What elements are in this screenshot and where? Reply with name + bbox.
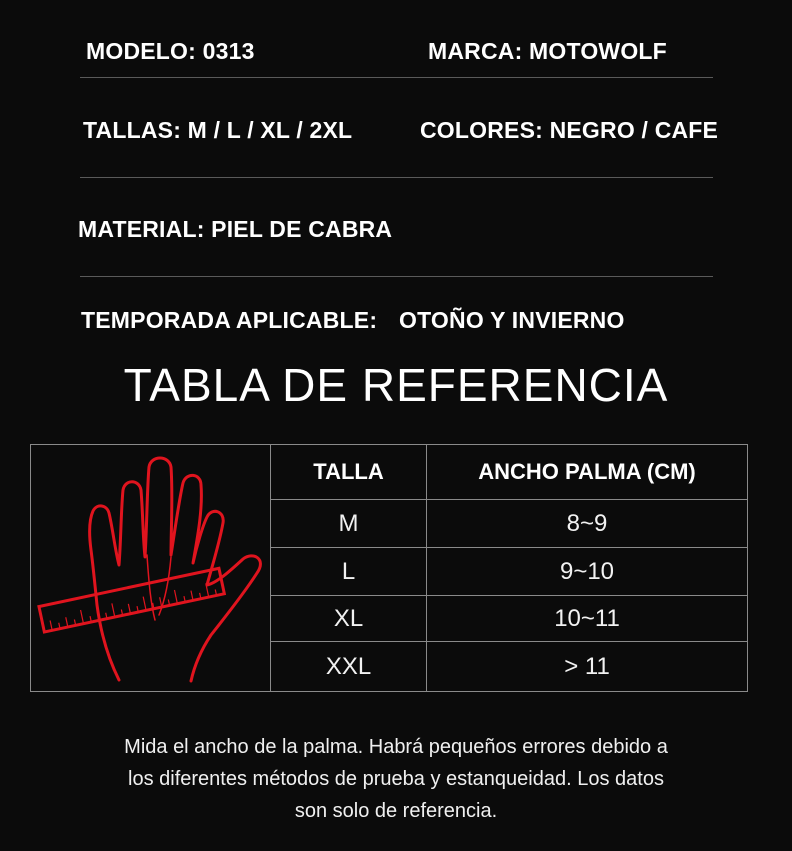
spec-brand: MARCA: MOTOWOLF [428,38,667,64]
header-palm-width: ANCHO PALMA (CM) [478,459,696,484]
grid-header-row [271,445,747,500]
cell-size: XL [271,596,427,641]
cell-size: L [271,548,427,595]
cell-size: M [271,500,427,547]
disclaimer-note [60,731,732,827]
divider-1 [80,77,713,78]
spec-colors: COLORES: NEGRO / CAFE [420,117,719,143]
table-row [271,642,747,691]
size-grid [271,445,747,691]
table-row [271,596,747,642]
note-line-2: los diferentes métodos de prueba y estanqueidad. Los datos [128,768,664,790]
cell-width: 8~9 [566,509,608,537]
spec-season-label: TEMPORADA APLICABLE: [81,307,378,333]
hand-measure-cell [31,445,271,691]
note-line-3: son solo de referencia. [294,800,498,822]
cell-width: > 11 [564,652,610,680]
hand-measure-icon [31,445,269,691]
header-size: TALLA [271,445,427,499]
spec-sizes: TALLAS: M / L / XL / 2XL [83,117,353,143]
spec-material: MATERIAL: PIEL DE CABRA [78,216,393,242]
spec-season-value: OTOÑO Y INVIERNO [399,307,625,333]
note-line-1: Mida el ancho de la palma. Habrá pequeños errores debido a [124,736,668,758]
reference-title: TABLA DE REFERENCIA [123,359,669,411]
divider-2 [80,177,713,178]
cell-width: 10~11 [554,604,620,632]
spec-model: MODELO: 0313 [86,38,255,64]
cell-width: 9~10 [559,557,615,585]
reference-table [30,444,748,692]
cell-size: XXL [271,642,427,691]
divider-3 [80,276,713,277]
table-row [271,500,747,548]
table-row [271,548,747,596]
